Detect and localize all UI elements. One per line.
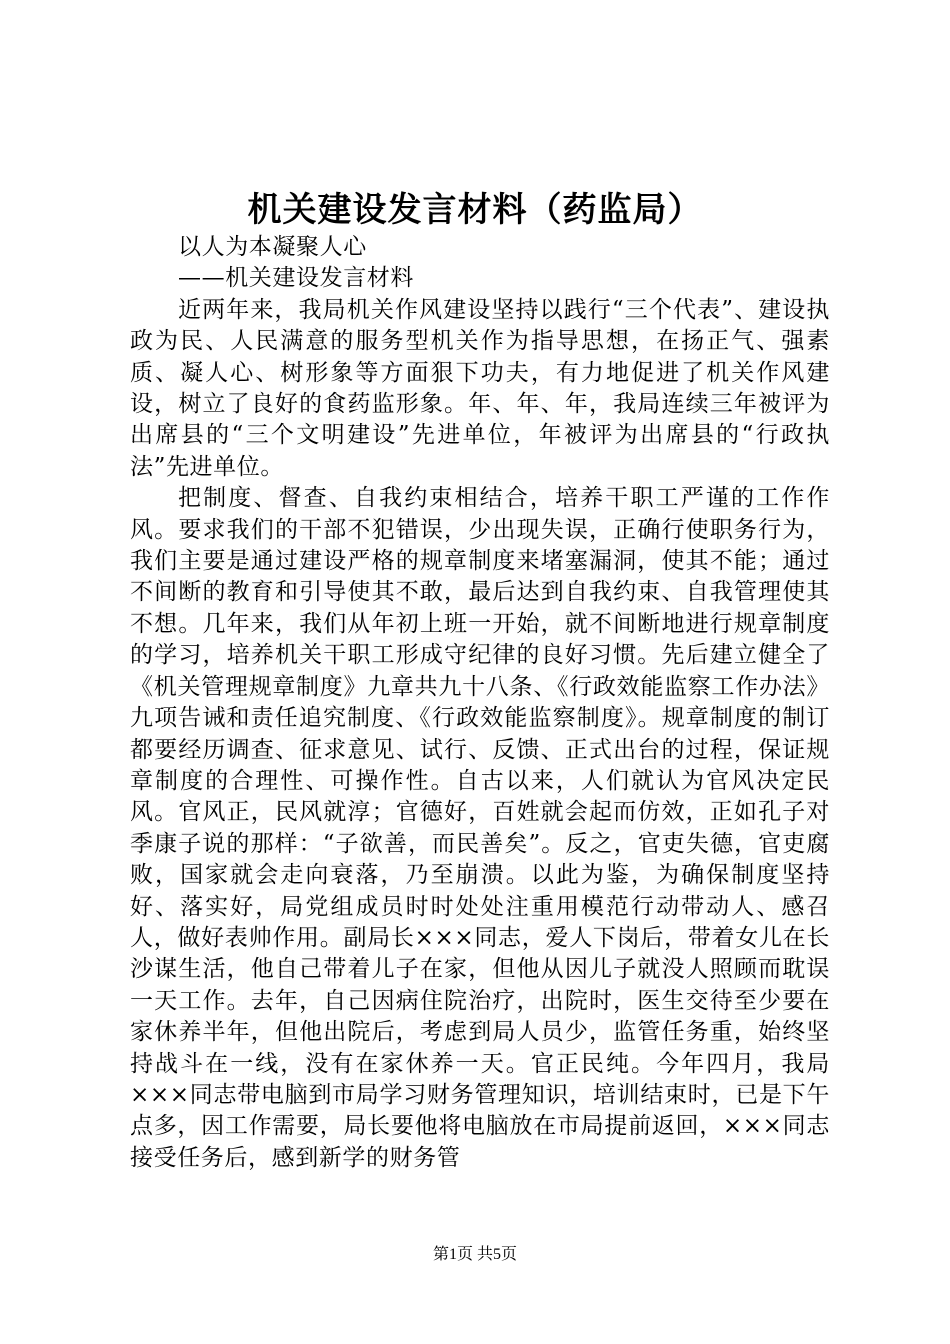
document-title: 机关建设发言材料（药监局） xyxy=(247,190,703,230)
paragraph-1: 近两年来，我局机关作风建设坚持以践行“三个代表”、建设执政为民、人民满意的服务型机关作为指导思想，在扬正气、强素质、凝人心、树形象等方面狠下功夫，有力地促进了机关作风建设，树立了良好的食药监形象。年、年、年，我局连续三年被评为出席县的“三个文明建设”先进单位，年被评为出席县的“行政执法”先进单位。 xyxy=(130,296,830,480)
subtitle-line: 以人为本凝聚人心 xyxy=(178,234,367,260)
document-body xyxy=(130,232,830,1174)
page-footer: 第1页 共5页 xyxy=(432,1246,517,1263)
paragraph-2: 把制度、督查、自我约束相结合，培养干职工严谨的工作作风。要求我们的干部不犯错误，少出现失误，正确行使职务行为，我们主要是通过建设严格的规章制度来堵塞漏洞，使其不能；通过不间断的教育和引导使其不敢，最后达到自我约束、自我管理使其不想。几年来，我们从年初上班一开始，就不间断地进行规章制度的学习，培养机关干职工形成守纪律的良好习惯。先后建立健全了《机关管理规章制度》九章共九十八条、《行政效能监察工作办法》九项告诫和责任追究制度、《行政效能监察制度》。规章制度的制订都要经历调查、征求意见、试行、反馈、正式出台的过程，保证规章制度的合理性、可操作性。自古以来，人们就认为官风决定民风。官风正，民风就淳；官德好，百姓就会起而仿效，正如孔子对季康子说的那样：“子欲善，而民善矣”。反之，官吏失德，官吏腐败，国家就会走向衰落，乃至崩溃。以此为鉴，为确保制度坚持好、落实好，局党组成员时时处处注重用模范行动带动人、感召人，做好表帅作用。副局长×××同志，爱人下岗后，带着女儿在长沙谋生活，他自己带着儿子在家，但他从因儿子就没人照顾而耽误一天工作。去年，自己因病住院治疗，出院时，医生交待至少要在家休养半年，但他出院后，考虑到局人员少，监管任务重，始终坚持战斗在一线，没有在家休养一天。官正民纯。今年四月，我局×××同志带电脑到市局学习财务管理知识，培训结束时，已是下午点多，因工作需要，局长要他将电脑放在市局提前返回，×××同志接受任务后，感到新学的财务管 xyxy=(130,485,830,1171)
subheading-line: ——机关建设发言材料 xyxy=(178,265,414,292)
